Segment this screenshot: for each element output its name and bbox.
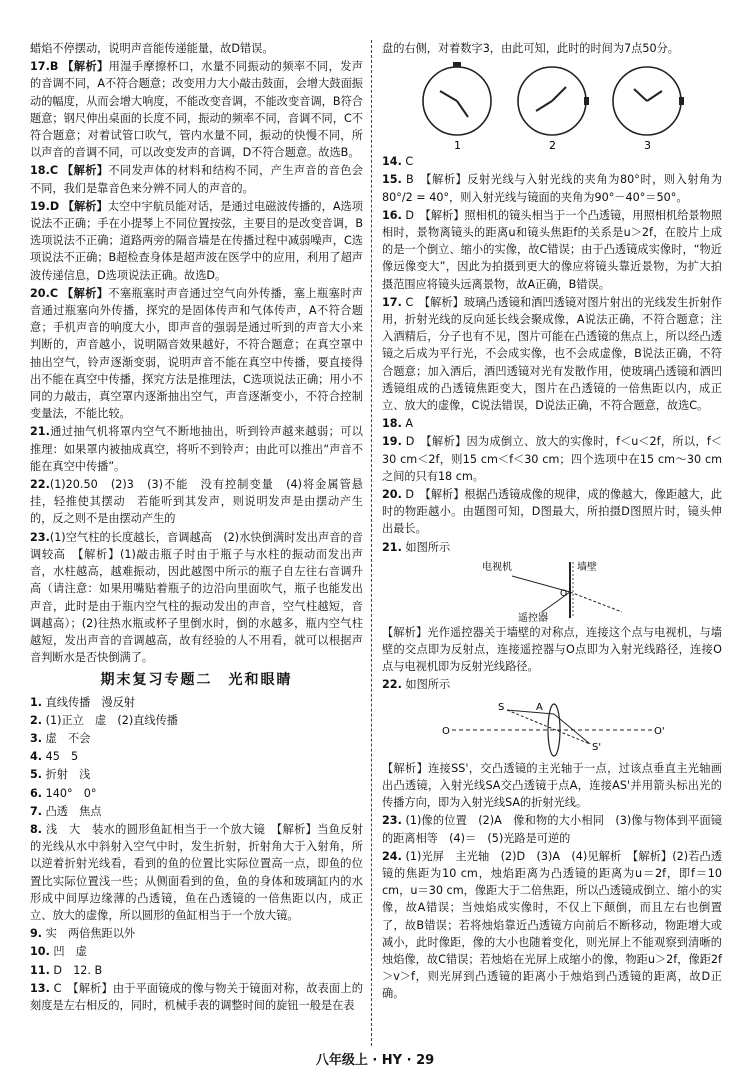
- answer-item-s11: 11. D 12. B: [30, 963, 103, 977]
- answer-item-s7: 7. 凸透 焦点: [30, 804, 102, 818]
- answer-item-19r: 19. D 【解析】因为成倒立、放大的实像时，f＜u＜2f，所以，f＜30 cm＜2f，则15 cm＜f＜30 cm；四个选项中在15 cm～30 cm之间的只有18 cm。: [382, 435, 722, 483]
- answer-item-18: 18.C 【解析】不同发声体的材料和结构不同，产生声音的音色会不同，我们是靠音色来分辨不同人的声音的。: [30, 164, 363, 195]
- column-divider: [371, 40, 372, 1046]
- o-label: O: [442, 725, 450, 737]
- answer-item-17r: 17. C 【解析】玻璃凸透镜和酒凹透镜对图片射出的光线发生折射作用，折射光线的反向延长线会聚成像，A说法正确，不符合题意；注入酒精后，分子也有不见，图片可能在凸透镜的焦点上，所以经凸透镜之后成为平行光，不会成实像，也不会成虚像，B说法正确，不符合题意；加入酒后，酒凹透镜对光有发散作用，使玻璃凸透镜和酒凹透镜组成的凸透镜焦距变大，图片在凸透镜的一倍焦距以内，成正立、放大的虚像，C说法错误，D说法正确，不符合题意，故选C。: [382, 295, 723, 413]
- answer-item-s4: 4. 45 5: [30, 750, 79, 764]
- clock-3: [613, 67, 684, 151]
- answer-item-20r: 20. D 【解析】根据凸透镜成像的规律，成的像越大，像距越大，此时的物距越小。由题图可知，D图最大，所拍摄D图照片时，镜头伸出最长。: [382, 488, 722, 536]
- answer-item-21r: 21. 如图所示: [382, 540, 451, 554]
- answer-item-s1: 1. 直线传播 漫反射: [30, 695, 136, 709]
- answer-item-17: 17.B 【解析】用湿手摩擦杯口，水量不同振动的频率不同，发声的音调不同，A不符合题意；改变用力大小敲击鼓面，会增大鼓面振动的幅度，从而会增大响度，不能改变音调，不能改变音调，B符合题意；钢尺伸出桌面的长度不同，振动的频率不同，音调不同，C不符合题意；对着试管口吹气，管内水量不同，振动的快慢不同，所以声音的音调不同，可以改变发声的音调，D不符合题意。故选B。: [30, 60, 363, 160]
- section-title: 期末复习专题二 光和眼睛: [100, 672, 293, 689]
- answer-item-s10: 10. 凹 虚: [30, 945, 87, 959]
- reflection-figure: [452, 558, 652, 622]
- a-label: A: [536, 701, 543, 713]
- answer-item-19: 19.D 【解析】太空中宇航员能对话，是通过电磁波传播的，A选项说法不正确；手在小提琴上不同位置按弦，主要目的是改变音调，B选项说法不正确；道路两旁的隔音墙是在传播过程中减弱噪声，C选项说法不正确；B超检查身体是超声波在医学中的应用，利用了超声波传递信息，D选项说法正确。故选D。: [30, 199, 363, 282]
- wall-label: 墙壁: [577, 561, 597, 573]
- clock-2: [518, 67, 589, 151]
- answer-item-s5: 5. 折射 浅: [30, 768, 91, 782]
- right-column: [382, 40, 722, 1004]
- o-prime-label: O': [654, 725, 665, 737]
- answer-item: 蜡焰不停摆动，说明声音能传递能量，故D错误。: [30, 42, 274, 55]
- answer-item-s6: 6. 140° 0°: [30, 786, 97, 800]
- answer-item-18r: 18. A: [382, 417, 414, 431]
- answer-item-13-cont: 盘的右侧，对着数字3，由此可知，此时的时间为7点50分。: [382, 42, 679, 55]
- tv-label: 电视机: [482, 561, 512, 573]
- lens-figure: [432, 696, 672, 758]
- answer-item-23: 23.(1)空气柱的长度越长，音调越高 (2)水快倒满时发出声音的音调较高 【解析】(1)敲击瓶子时由于瓶子与水柱的振动而发出声音，水柱越高，越难振动，因此越图中所示的瓶子自左往右音调升高（请注意：如果用嘴贴着瓶子的边沿向里面吹气，瓶子也能发出声音，此时是由于瓶内空气柱的振动发出的声音，空气柱越短，音调越高）；(2)往热水瓶或杯子里倒水时，倒的水越多，瓶内空气柱越短，发出声音的音调越高，故有经验的人不用看，就可以根据声音判断水是否快倒满了。: [30, 530, 363, 665]
- answer-item-22r: 22. 如图所示: [382, 678, 451, 692]
- answer-item-22: 22.(1)20.50 (2)3 (3)不能 没有控制变量 (4)将金属管悬挂，轻推使其摆动 若能听到其发声，则说明发声是由摆动产生的，反之则不是由摆动产生的: [30, 478, 363, 526]
- answer-item-22-analysis: 【解析】连接SS'，交凸透镜的主光轴于一点，过该点垂直主光轴画出凸透镜，入射光线SA交凸透镜于点A，连接AS'并用箭头标出光的传播方向，即为入射光线SA的折射光线。: [382, 761, 722, 810]
- answer-item-24r: 24. (1)光屏 主光轴 (2)D (3)A (4)见解析 【解析】(2)若凸透镜的焦距为10 cm，烛焰距离为凸透镜的距离为u＝2f，即f＝10 cm，u＝30 cm，像距大于二倍焦距，所以凸透镜成倒立、缩小的实像，故A错误；当烛焰成实像时，不仅上下颠倒，而且左右也倒置了，故B错误；若将烛焰靠近凸透镜方向前后不断移动，物距增大或减小，此时像距，像的大小也随着变化，则光屏上不能观察到清晰的烛焰像，故C错误；若烛焰在光屏上成缩小的像，物距u＞2f，像距2f＞v＞f，则光屏到凸透镜的距离小于烛焰到凸透镜的距离，故D正确。: [382, 849, 723, 1001]
- answer-item-23r: 23. (1)像的位置 (2)A 像和物的大小相同 (3)像与物体到平面镜的距离相等 (4)＝ (5)光路是可逆的: [382, 814, 722, 845]
- clock-label-2: 2: [549, 139, 556, 152]
- answer-item-s8: 8. 浅 大 装水的圆形鱼缸相当于一个放大镜 【解析】当鱼反射的光线从水中斜射入空气中时，发生折射，折射角大于入射角，所以逆着折射光线看，看到的鱼的位置比实际位置高一点，即鱼的位置比实际位置浅一些；从侧面看到的鱼，鱼的身体和玻璃缸内的水形成中间厚边缘薄的凸透镜，鱼在凸透镜的一倍焦距以内，成正立、放大的虚像，所以圆形的鱼缸相当于一个放大镜。: [30, 822, 363, 922]
- answer-item-s3: 3. 虚 不会: [30, 731, 91, 745]
- answer-item-20: 20.C 【解析】不塞瓶塞时声音通过空气向外传播，塞上瓶塞时声音通过瓶塞向外传播，探究的是固体传声和气体传声，A不符合题意；手机声音的响度大小，即声音的强弱是通过听到的声音大小来判断的，声音越小，说明隔音效果越好，不符合题意；在真空罩中抽出空气，铃声逐渐变弱，说明声音不能在真空中传播，要直接得出不能在真空中传播，探究方法是推理法，C选项说法正确；用小不同的力敲击，真空罩内逐渐抽出空气，声音逐渐变小，不符合控制变量法，不能比较。: [30, 286, 363, 421]
- remote-label: 遥控器: [518, 612, 548, 622]
- answer-item-s2: 2. (1)正立 虚 (2)直线传播: [30, 713, 178, 727]
- answer-item-21: 21.通过抽气机将罩内空气不断地抽出，听到铃声越来越弱；可以推理：如果罩内被抽成真空，将听不到铃声；由此可以推出“声音不能在真空中传播”。: [30, 425, 363, 473]
- answer-item-s9: 9. 实 两倍焦距以外: [30, 927, 136, 941]
- answer-item-21-analysis: 【解析】光作遥控器关于墙壁的对称点，连接这个点与电视机，与墙壁的交点即为反射点，连接遥控器与O点即为入射光线路径，连接O点与电视机即为反射光线路径。: [382, 625, 722, 674]
- answer-item-14: 14. C: [382, 155, 414, 169]
- answer-item-16: 16. D 【解析】照相机的镜头相当于一个凸透镜，用照相机给景物照相时，景物离镜头的距离u和镜头焦距f的关系是u＞2f，在胶片上成的是一个倒立、缩小的实像，故C错误；由于凸透镜成实像时，“物近像远像变大”，因此为拍摄到更大的像应将镜头靠近景物，为扩大拍摄范围应将镜头远离景物，故A正确，B错误。: [382, 208, 722, 291]
- s-label: S: [498, 701, 505, 713]
- point-o-label: O: [560, 588, 568, 599]
- clocks-figure: [402, 59, 702, 151]
- answer-item-s13: 13. C 【解析】由于平面镜成的像与物关于镜面对称，故表面上的刻度是左右相反的，同时，机械手表的调整时间的旋钮一般是在表: [30, 981, 363, 1012]
- answer-item-15: 15. B 【解析】反射光线与入射光线的夹角为80°时，则入射角为 80°/2 = 40°，则入射光线与镜面的夹角为90°－40°＝50°。: [382, 173, 723, 204]
- left-column: [30, 40, 363, 1015]
- clock-label-1: 1: [454, 139, 461, 152]
- s-prime-label: S': [592, 741, 602, 753]
- clock-1: [423, 62, 491, 151]
- clock-label-3: 3: [644, 139, 651, 152]
- page-footer: 八年级上 · HY · 29: [315, 1053, 435, 1068]
